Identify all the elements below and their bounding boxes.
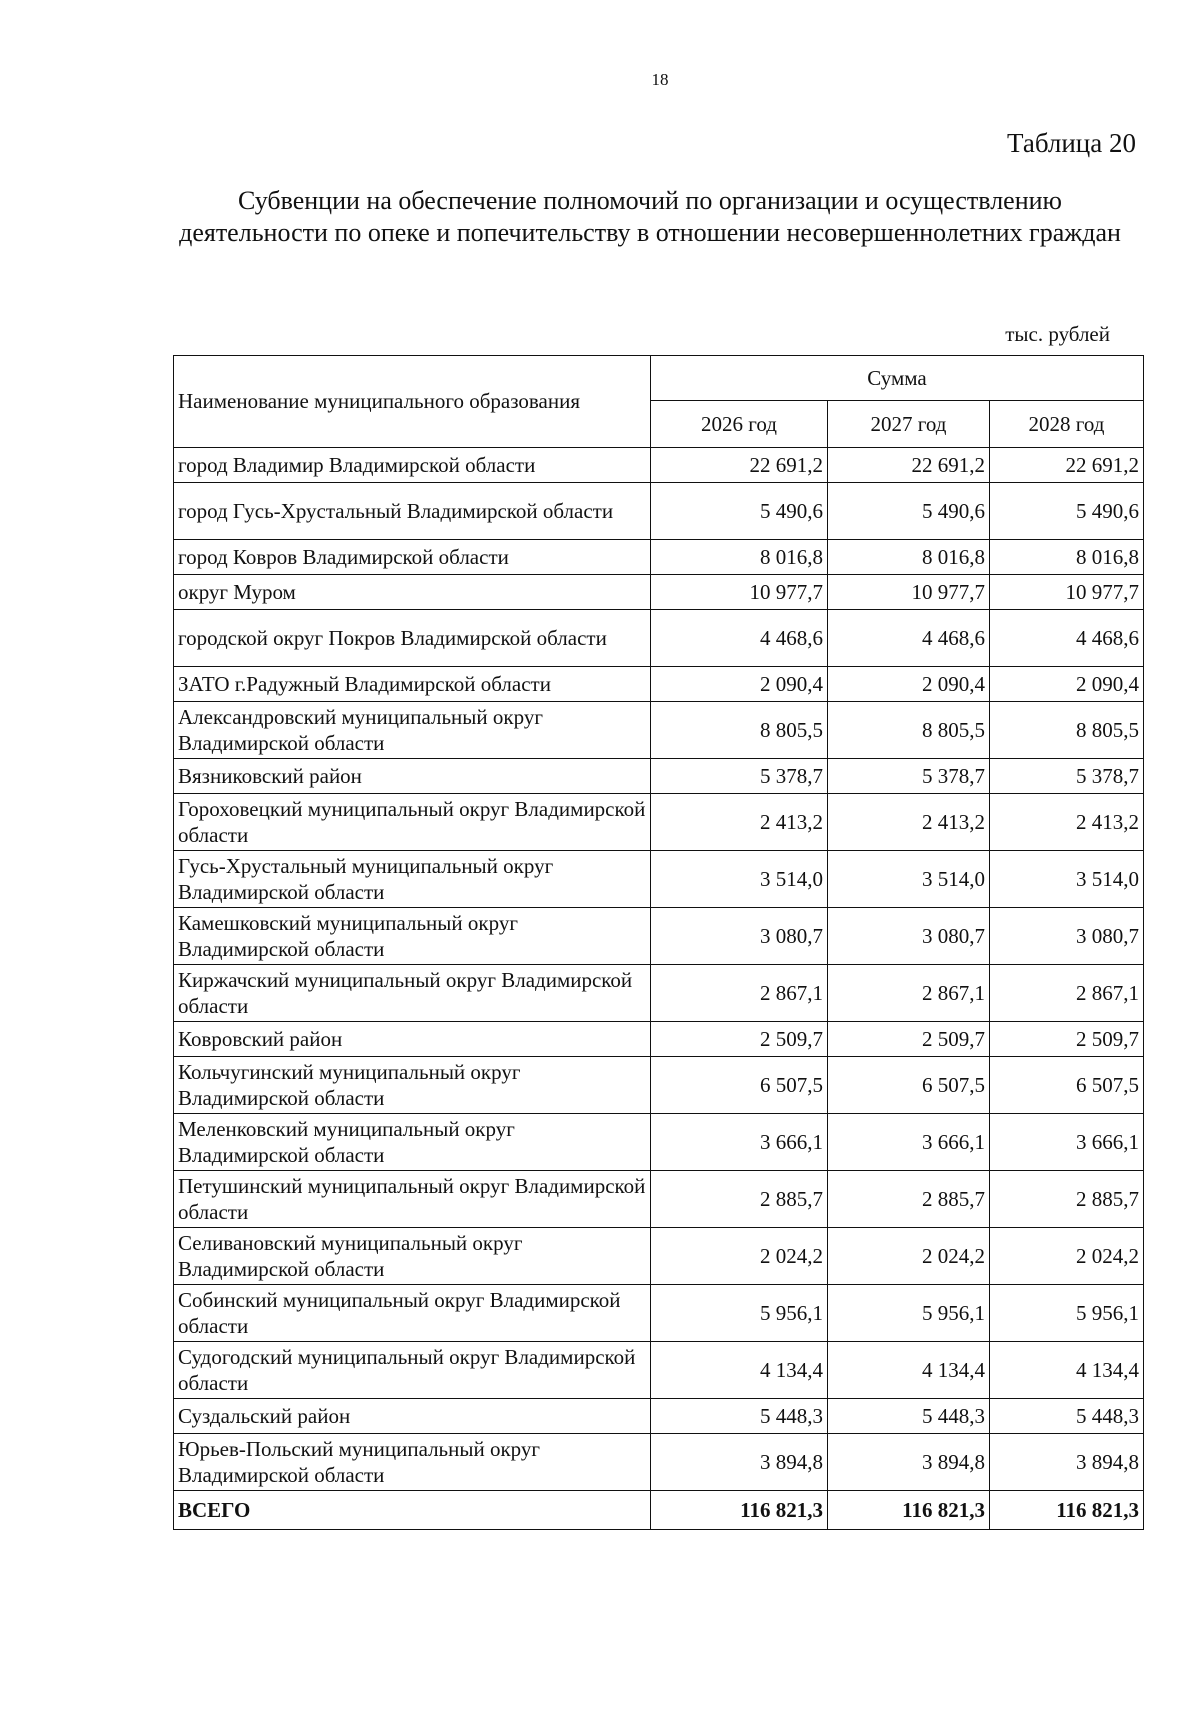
row-value-2028: 5 378,7 bbox=[990, 759, 1144, 794]
row-value-2028: 22 691,2 bbox=[990, 448, 1144, 483]
header-year-2028: 2028 год bbox=[990, 401, 1144, 448]
header-municipality: Наименование муниципального образования bbox=[174, 356, 651, 448]
row-value-2027: 3 080,7 bbox=[828, 908, 990, 965]
subventions-table bbox=[173, 355, 1144, 1530]
row-value-2027: 2 024,2 bbox=[828, 1228, 990, 1285]
row-value-2027: 4 468,6 bbox=[828, 610, 990, 667]
row-value-2026: 3 080,7 bbox=[651, 908, 828, 965]
total-value-2026: 116 821,3 bbox=[651, 1491, 828, 1530]
row-value-2027: 5 490,6 bbox=[828, 483, 990, 540]
row-value-2026: 5 378,7 bbox=[651, 759, 828, 794]
table-row bbox=[174, 575, 1144, 610]
row-value-2028: 5 490,6 bbox=[990, 483, 1144, 540]
row-value-2027: 22 691,2 bbox=[828, 448, 990, 483]
row-name: Юрьев-Польский муниципальный округ Владимирской области bbox=[174, 1434, 651, 1491]
row-value-2027: 3 514,0 bbox=[828, 851, 990, 908]
row-name: Селивановский муниципальный округ Владимирской области bbox=[174, 1228, 651, 1285]
table-row bbox=[174, 1434, 1144, 1491]
row-value-2028: 3 080,7 bbox=[990, 908, 1144, 965]
table-row bbox=[174, 1228, 1144, 1285]
page-title: Субвенции на обеспечение полномочий по организации и осуществлению деятельности по опеке и попечительству в отношении несовершеннолетних граждан bbox=[179, 186, 1121, 247]
row-name: Киржачский муниципальный округ Владимирской области bbox=[174, 965, 651, 1022]
row-name: ЗАТО г.Радужный Владимирской области bbox=[174, 667, 651, 702]
row-value-2028: 4 134,4 bbox=[990, 1342, 1144, 1399]
row-name: Вязниковский район bbox=[174, 759, 651, 794]
table-row bbox=[174, 702, 1144, 759]
row-value-2027: 2 509,7 bbox=[828, 1022, 990, 1057]
row-value-2026: 4 468,6 bbox=[651, 610, 828, 667]
row-name: Камешковский муниципальный округ Владимирской области bbox=[174, 908, 651, 965]
row-name: Меленковский муниципальный округ Владимирской области bbox=[174, 1114, 651, 1171]
row-value-2026: 8 805,5 bbox=[651, 702, 828, 759]
table-row bbox=[174, 759, 1144, 794]
row-value-2026: 2 867,1 bbox=[651, 965, 828, 1022]
row-value-2026: 5 956,1 bbox=[651, 1285, 828, 1342]
table-row bbox=[174, 667, 1144, 702]
row-name: Кольчугинский муниципальный округ Владимирской области bbox=[174, 1057, 651, 1114]
row-value-2027: 5 448,3 bbox=[828, 1399, 990, 1434]
header-year-2026: 2026 год bbox=[651, 401, 828, 448]
row-name: городской округ Покров Владимирской области bbox=[174, 610, 651, 667]
row-value-2028: 2 024,2 bbox=[990, 1228, 1144, 1285]
row-value-2028: 5 956,1 bbox=[990, 1285, 1144, 1342]
row-name: округ Муром bbox=[174, 575, 651, 610]
total-value-2028: 116 821,3 bbox=[990, 1491, 1144, 1530]
row-value-2026: 3 666,1 bbox=[651, 1114, 828, 1171]
row-value-2026: 2 024,2 bbox=[651, 1228, 828, 1285]
row-value-2028: 8 016,8 bbox=[990, 540, 1144, 575]
total-row bbox=[174, 1491, 1144, 1530]
row-value-2026: 4 134,4 bbox=[651, 1342, 828, 1399]
row-name: Петушинский муниципальный округ Владимирской области bbox=[174, 1171, 651, 1228]
row-value-2026: 2 090,4 bbox=[651, 667, 828, 702]
row-value-2027: 5 378,7 bbox=[828, 759, 990, 794]
row-name: город Гусь-Хрустальный Владимирской области bbox=[174, 483, 651, 540]
row-value-2028: 2 867,1 bbox=[990, 965, 1144, 1022]
page-number: 18 bbox=[651, 70, 669, 89]
row-name: Александровский муниципальный округ Владимирской области bbox=[174, 702, 651, 759]
row-value-2028: 10 977,7 bbox=[990, 575, 1144, 610]
row-name: Суздальский район bbox=[174, 1399, 651, 1434]
row-value-2026: 5 448,3 bbox=[651, 1399, 828, 1434]
row-value-2027: 5 956,1 bbox=[828, 1285, 990, 1342]
row-value-2026: 2 509,7 bbox=[651, 1022, 828, 1057]
row-value-2026: 8 016,8 bbox=[651, 540, 828, 575]
row-value-2026: 3 894,8 bbox=[651, 1434, 828, 1491]
table-row bbox=[174, 448, 1144, 483]
row-name: Ковровский район bbox=[174, 1022, 651, 1057]
table-label: Таблица 20 bbox=[1007, 128, 1136, 158]
row-value-2027: 4 134,4 bbox=[828, 1342, 990, 1399]
row-name: Гусь-Хрустальный муниципальный округ Владимирской области bbox=[174, 851, 651, 908]
row-value-2027: 2 867,1 bbox=[828, 965, 990, 1022]
row-name: город Владимир Владимирской области bbox=[174, 448, 651, 483]
total-label: ВСЕГО bbox=[174, 1491, 651, 1530]
row-name: Судогодский муниципальный округ Владимирской области bbox=[174, 1342, 651, 1399]
table-row bbox=[174, 483, 1144, 540]
row-value-2028: 2 885,7 bbox=[990, 1171, 1144, 1228]
row-value-2027: 3 894,8 bbox=[828, 1434, 990, 1491]
row-value-2028: 8 805,5 bbox=[990, 702, 1144, 759]
row-value-2026: 10 977,7 bbox=[651, 575, 828, 610]
row-value-2028: 2 413,2 bbox=[990, 794, 1144, 851]
row-value-2028: 5 448,3 bbox=[990, 1399, 1144, 1434]
row-value-2026: 2 885,7 bbox=[651, 1171, 828, 1228]
table-row bbox=[174, 1022, 1144, 1057]
row-value-2027: 2 413,2 bbox=[828, 794, 990, 851]
table-row bbox=[174, 794, 1144, 851]
row-value-2027: 8 805,5 bbox=[828, 702, 990, 759]
table-row bbox=[174, 1342, 1144, 1399]
row-value-2028: 6 507,5 bbox=[990, 1057, 1144, 1114]
header-year-2027: 2027 год bbox=[828, 401, 990, 448]
row-name: Собинский муниципальный округ Владимирской области bbox=[174, 1285, 651, 1342]
row-value-2027: 2 090,4 bbox=[828, 667, 990, 702]
row-value-2027: 3 666,1 bbox=[828, 1114, 990, 1171]
table-row bbox=[174, 1114, 1144, 1171]
table-row bbox=[174, 1285, 1144, 1342]
row-value-2026: 22 691,2 bbox=[651, 448, 828, 483]
row-value-2026: 6 507,5 bbox=[651, 1057, 828, 1114]
total-value-2027: 116 821,3 bbox=[828, 1491, 990, 1530]
row-name: город Ковров Владимирской области bbox=[174, 540, 651, 575]
row-value-2026: 5 490,6 bbox=[651, 483, 828, 540]
row-value-2028: 2 090,4 bbox=[990, 667, 1144, 702]
row-value-2027: 6 507,5 bbox=[828, 1057, 990, 1114]
row-value-2028: 3 514,0 bbox=[990, 851, 1144, 908]
table-row bbox=[174, 1399, 1144, 1434]
row-value-2027: 2 885,7 bbox=[828, 1171, 990, 1228]
table-row bbox=[174, 851, 1144, 908]
row-value-2026: 2 413,2 bbox=[651, 794, 828, 851]
units-label: тыс. рублей bbox=[1005, 322, 1110, 346]
row-name: Гороховецкий муниципальный округ Владимирской области bbox=[174, 794, 651, 851]
row-value-2028: 3 894,8 bbox=[990, 1434, 1144, 1491]
row-value-2027: 10 977,7 bbox=[828, 575, 990, 610]
table-row bbox=[174, 908, 1144, 965]
row-value-2028: 3 666,1 bbox=[990, 1114, 1144, 1171]
table-row bbox=[174, 1057, 1144, 1114]
row-value-2027: 8 016,8 bbox=[828, 540, 990, 575]
row-value-2026: 3 514,0 bbox=[651, 851, 828, 908]
row-value-2028: 2 509,7 bbox=[990, 1022, 1144, 1057]
table-row bbox=[174, 965, 1144, 1022]
row-value-2028: 4 468,6 bbox=[990, 610, 1144, 667]
table-row bbox=[174, 1171, 1144, 1228]
table-row bbox=[174, 540, 1144, 575]
header-sum: Сумма bbox=[651, 356, 1144, 401]
table-row bbox=[174, 610, 1144, 667]
